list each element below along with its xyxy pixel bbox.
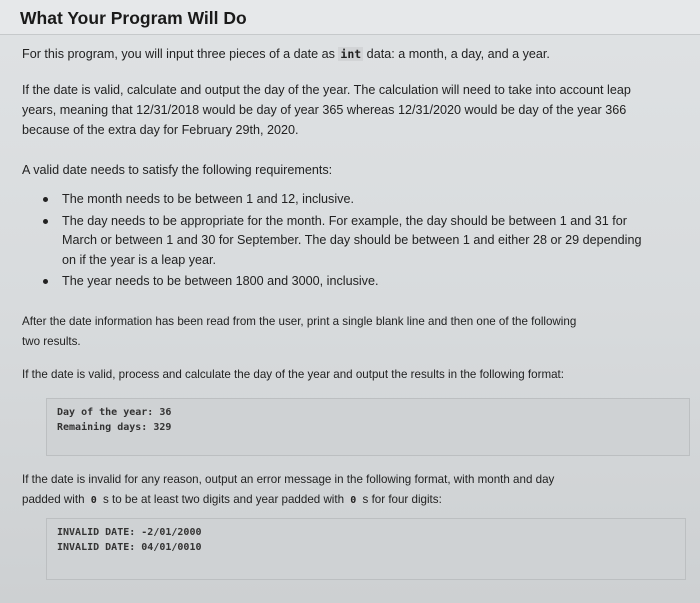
valid-date-paragraph: [22, 80, 687, 140]
code-line: Remaining days: 329: [57, 422, 172, 433]
inline-code-zero: 0: [88, 495, 100, 506]
paragraph-line: two results.: [22, 335, 81, 348]
inline-code-zero: 0: [347, 495, 359, 506]
paragraph-line: padded with 0 s to be at least two digits and year padded with 0 s for four digits:: [22, 493, 442, 506]
invalid-date-paragraph: [22, 470, 554, 511]
list-item: The year needs to be between 1800 and 3000, inclusive.: [28, 272, 668, 292]
paragraph-line: years, meaning that 12/31/2018 would be day of year 365 whereas 12/31/2020 would be day of the year 366: [22, 103, 627, 117]
paragraph-line: If the date is invalid for any reason, output an error message in the following format, with month and day: [22, 473, 555, 486]
requirements-intro: A valid date needs to satisfy the following requirements:: [22, 163, 333, 177]
code-line: INVALID DATE: 04/01/0010: [57, 542, 202, 553]
intro-paragraph: [22, 44, 550, 64]
code-line: Day of the year: 36: [57, 407, 172, 418]
header-bar: [0, 0, 700, 35]
invalid-output-example: [46, 518, 686, 580]
requirements-list: [28, 190, 668, 294]
list-item: The day needs to be appropriate for the month. For example, the day should be between 1 and 31 for March or between 1 and 30 for September. The day should be between 1 and either 28 or 29 depending on if the year is a leap year.: [28, 212, 668, 271]
intro-text-after: data: a month, a day, and a year.: [363, 47, 550, 61]
valid-output-example: [46, 398, 690, 456]
list-item: The month needs to be between 1 and 12, inclusive.: [28, 190, 668, 210]
after-input-paragraph: [22, 312, 576, 352]
inline-code-int: int: [340, 47, 362, 61]
page-title: What Your Program Will Do: [20, 8, 247, 28]
code-line: INVALID DATE: -2/01/2000: [57, 527, 202, 538]
intro-text-before: For this program, you will input three pieces of a date as: [22, 47, 339, 61]
paragraph-line: because of the extra day for February 29th, 2020.: [22, 123, 299, 137]
valid-format-intro: If the date is valid, process and calculate the day of the year and output the results in the following format:: [22, 368, 565, 381]
paragraph-line: If the date is valid, calculate and output the day of the year. The calculation will need to take into account leap: [22, 83, 631, 97]
paragraph-line: After the date information has been read from the user, print a single blank line and then one of the following: [22, 315, 577, 328]
